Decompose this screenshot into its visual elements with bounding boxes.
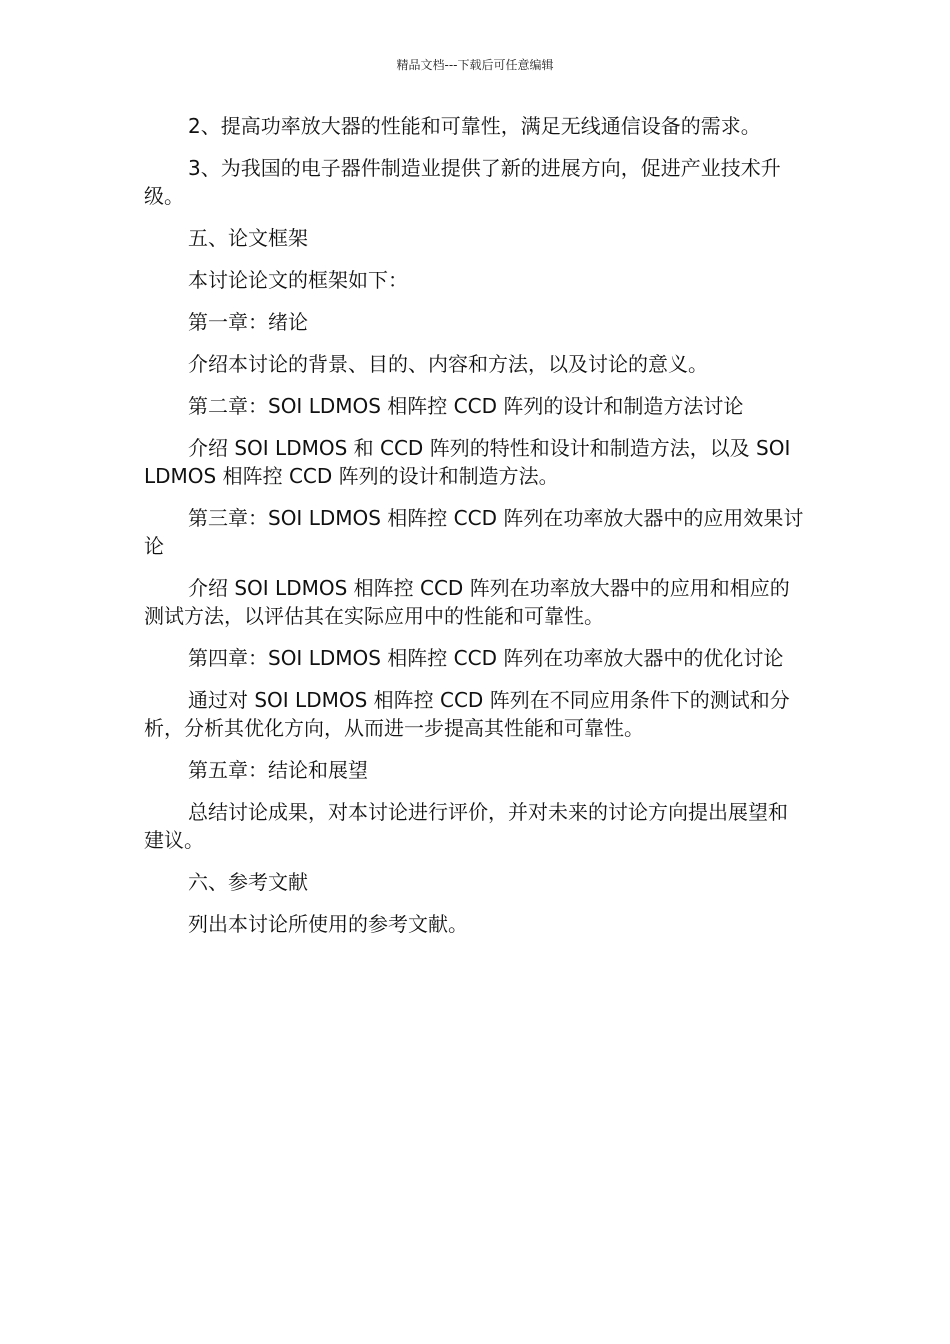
chapter-1-title: 第一章：绪论: [188, 310, 308, 334]
chapter-5-title: 第五章：结论和展望: [188, 758, 368, 782]
chapter-3-description: 介绍 SOI LDMOS 相阵控 CCD 阵列在功率放大器中的应用和相应的测试方法，以评估其在实际应用中的性能和可靠性。: [144, 576, 790, 628]
paragraph-goal-2: 2、提高功率放大器的性能和可靠性，满足无线通信设备的需求。: [188, 114, 761, 138]
chapter-2-description: 介绍 SOI LDMOS 和 CCD 阵列的特性和设计和制造方法，以及 SOI LDMOS 相阵控 CCD 阵列的设计和制造方法。: [144, 436, 791, 488]
paragraph-references: 列出本讨论所使用的参考文献。: [188, 912, 468, 936]
chapter-5-description: 总结讨论成果，对本讨论进行评价，并对未来的讨论方向提出展望和建议。: [144, 800, 788, 852]
paragraph-framework-intro: 本讨论论文的框架如下：: [188, 268, 408, 292]
chapter-1-description: 介绍本讨论的背景、目的、内容和方法，以及讨论的意义。: [188, 352, 708, 376]
chapter-2-title: 第二章：SOI LDMOS 相阵控 CCD 阵列的设计和制造方法讨论: [188, 394, 744, 418]
chapter-3-title: 第三章：SOI LDMOS 相阵控 CCD 阵列在功率放大器中的应用效果讨论: [144, 506, 804, 558]
section-heading-framework: 五、论文框架: [188, 226, 308, 250]
chapter-4-title: 第四章：SOI LDMOS 相阵控 CCD 阵列在功率放大器中的优化讨论: [188, 646, 784, 670]
paragraph-goal-3: 3、为我国的电子器件制造业提供了新的进展方向，促进产业技术升级。: [144, 156, 781, 208]
chapter-4-description: 通过对 SOI LDMOS 相阵控 CCD 阵列在不同应用条件下的测试和分析，分析其优化方向，从而进一步提高其性能和可靠性。: [144, 688, 790, 740]
page-header: 精品文档---下载后可任意编辑: [396, 58, 554, 72]
document-body: [144, 112, 806, 952]
section-heading-references: 六、参考文献: [188, 870, 308, 894]
